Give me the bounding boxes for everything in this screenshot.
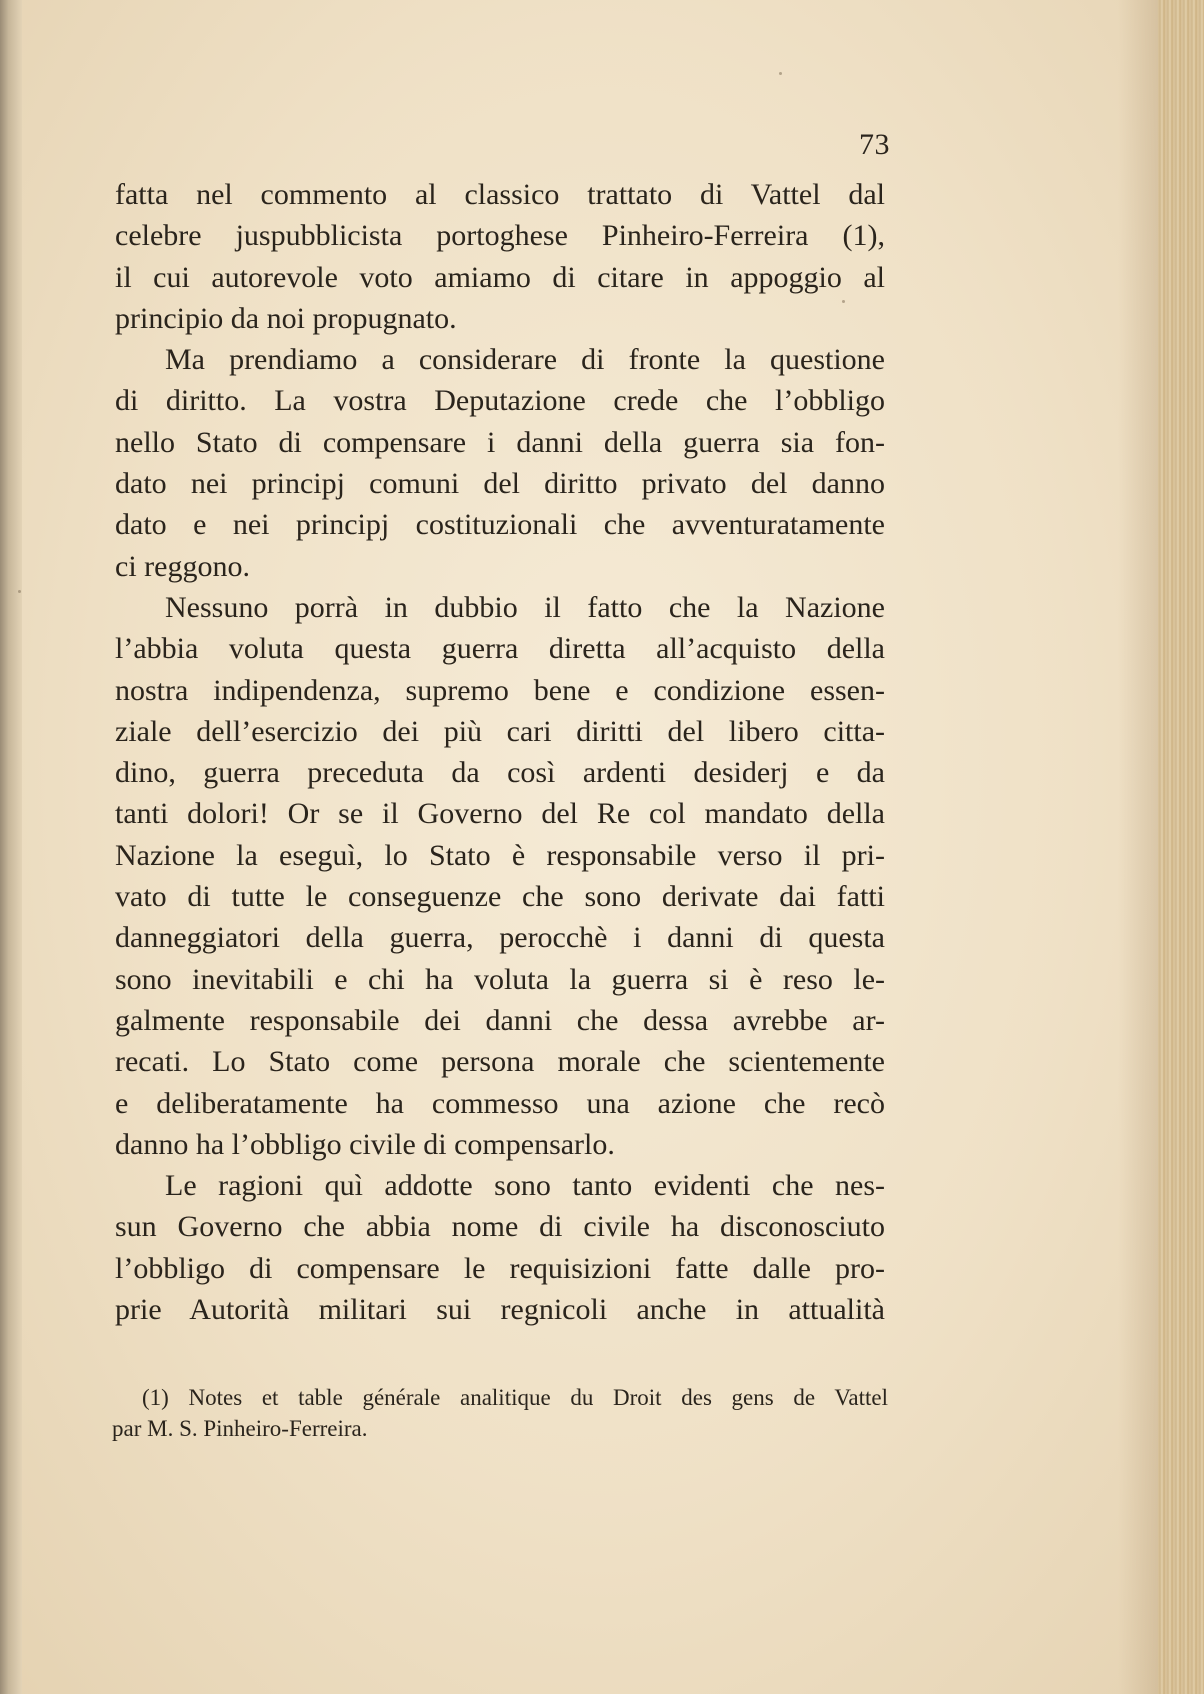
text-line: Nessuno porrà in dubbio il fatto che la Nazione xyxy=(165,590,885,624)
text-line: Ma prendiamo a considerare di fronte la questione xyxy=(165,343,885,377)
text-line: danneggiatori della guerra, perocchè i danni di questa xyxy=(115,921,885,955)
text-line: fatta nel commento al classico trattato di Vattel dal xyxy=(115,178,885,211)
text-line: dino, guerra preceduta da così ardenti desiderj e da xyxy=(115,756,885,790)
page-gutter-shadow xyxy=(1118,0,1158,1694)
footnote-line: (1) Notes et table générale analitique du Droit des gens de Vattel xyxy=(142,1385,888,1410)
paper-speck xyxy=(779,72,782,75)
text-line: sun Governo che abbia nome di civile ha disconosciuto xyxy=(115,1210,885,1244)
footnote xyxy=(112,1382,888,1444)
text-line: nello Stato di compensare i danni della guerra sia fon- xyxy=(115,425,885,459)
text-line: ziale dell’esercizio dei più cari diritti del libero citta- xyxy=(115,714,885,748)
page-right-edge xyxy=(1158,0,1204,1694)
text-line: e deliberatamente ha commesso una azione che recò xyxy=(115,1086,885,1120)
text-line: prie Autorità militari sui regnicoli anche in attualità xyxy=(115,1293,885,1327)
paragraph xyxy=(115,587,885,1165)
text-line: ci reggono. xyxy=(115,549,250,583)
text-line: tanti dolori! Or se il Governo del Re col mandato della xyxy=(115,797,885,831)
paragraph xyxy=(115,1165,885,1330)
text-line: recati. Lo Stato come persona morale che scientemente xyxy=(115,1045,885,1079)
text-line: di diritto. La vostra Deputazione crede che l’obbligo xyxy=(115,384,885,418)
text-line: il cui autorevole voto amiamo di citare in appoggio al xyxy=(115,260,885,294)
text-line: vato di tutte le conseguenze che sono derivate dai fatti xyxy=(115,880,885,914)
body-text xyxy=(115,174,885,1330)
paper-speck xyxy=(18,590,21,593)
footnote-line: par M. S. Pinheiro-Ferreira. xyxy=(112,1416,368,1441)
text-line: nostra indipendenza, supremo bene e condizione essen- xyxy=(115,673,885,707)
text-line: celebre juspubblicista portoghese Pinheiro-Ferreira (1), xyxy=(115,219,885,253)
text-line: principio da noi propugnato. xyxy=(115,301,457,335)
text-line: dato e nei principj costituzionali che avventuratamente xyxy=(115,508,885,542)
text-line: Nazione la eseguì, lo Stato è responsabile verso il pri- xyxy=(115,838,885,872)
page-left-edge xyxy=(0,0,22,1694)
text-line: dato nei principj comuni del diritto privato del danno xyxy=(115,467,885,501)
text-line: l’abbia voluta questa guerra diretta all’acquisto della xyxy=(115,632,885,666)
text-line: l’obbligo di compensare le requisizioni fatte dalle pro- xyxy=(115,1251,885,1285)
paragraph xyxy=(115,174,885,339)
text-line: danno ha l’obbligo civile di compensarlo. xyxy=(115,1127,615,1161)
paragraph xyxy=(115,339,885,587)
text-line: Le ragioni quì addotte sono tanto evidenti che nes- xyxy=(165,1169,885,1203)
text-line: sono inevitabili e chi ha voluta la guerra si è reso le- xyxy=(115,962,885,996)
page-number: 73 xyxy=(859,128,890,161)
text-line: galmente responsabile dei danni che dessa avrebbe ar- xyxy=(115,1003,885,1037)
